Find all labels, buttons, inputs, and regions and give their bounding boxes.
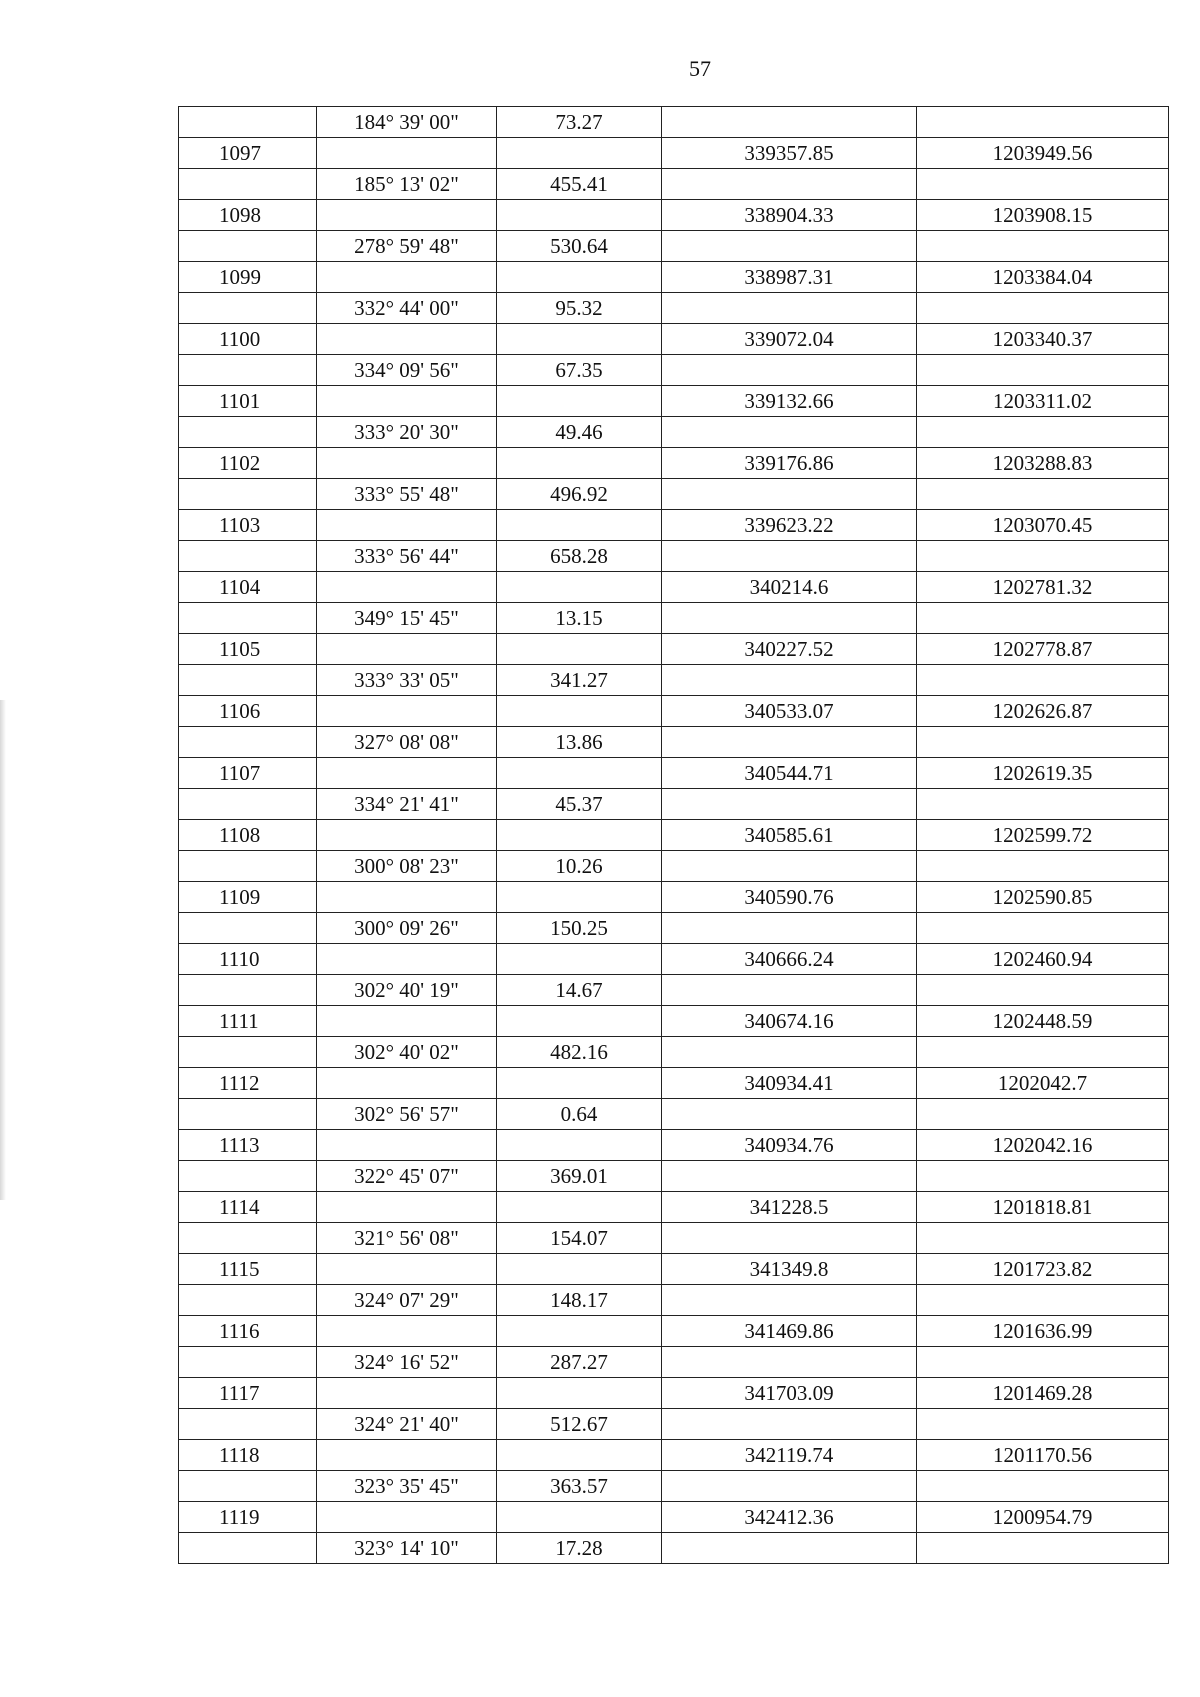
point-id-cell: [179, 851, 317, 882]
bearing-cell: [317, 200, 497, 231]
point-id-cell: 1106: [179, 696, 317, 727]
bearing-cell: 278° 59' 48": [317, 231, 497, 262]
table-row: [179, 1347, 1169, 1378]
distance-cell: [497, 1192, 662, 1223]
northing-cell: 1200954.79: [917, 1502, 1169, 1533]
bearing-cell: [317, 1502, 497, 1533]
distance-cell: 73.27: [497, 107, 662, 138]
distance-cell: 14.67: [497, 975, 662, 1006]
northing-cell: 1203949.56: [917, 138, 1169, 169]
distance-cell: 49.46: [497, 417, 662, 448]
easting-cell: 340544.71: [662, 758, 917, 789]
table-row: [179, 1006, 1169, 1037]
point-id-cell: 1109: [179, 882, 317, 913]
point-id-cell: [179, 727, 317, 758]
northing-cell: [917, 231, 1169, 262]
bearing-cell: 333° 55' 48": [317, 479, 497, 510]
table-row: [179, 758, 1169, 789]
distance-cell: [497, 758, 662, 789]
distance-cell: 95.32: [497, 293, 662, 324]
table-row: [179, 975, 1169, 1006]
northing-cell: [917, 1409, 1169, 1440]
table-row: [179, 169, 1169, 200]
easting-cell: [662, 1533, 917, 1564]
distance-cell: 148.17: [497, 1285, 662, 1316]
table-row: [179, 1130, 1169, 1161]
easting-cell: 340585.61: [662, 820, 917, 851]
northing-cell: [917, 1471, 1169, 1502]
easting-cell: 339357.85: [662, 138, 917, 169]
bearing-cell: [317, 820, 497, 851]
table-row: [179, 1316, 1169, 1347]
bearing-cell: [317, 944, 497, 975]
easting-cell: [662, 1099, 917, 1130]
distance-cell: [497, 1130, 662, 1161]
distance-cell: 287.27: [497, 1347, 662, 1378]
bearing-cell: 321° 56' 08": [317, 1223, 497, 1254]
point-id-cell: 1097: [179, 138, 317, 169]
bearing-cell: 323° 14' 10": [317, 1533, 497, 1564]
bearing-cell: [317, 696, 497, 727]
distance-cell: [497, 1254, 662, 1285]
table-row: [179, 1223, 1169, 1254]
easting-cell: 339132.66: [662, 386, 917, 417]
easting-cell: [662, 603, 917, 634]
point-id-cell: 1115: [179, 1254, 317, 1285]
bearing-cell: [317, 262, 497, 293]
bearing-cell: 333° 56' 44": [317, 541, 497, 572]
table-row: [179, 231, 1169, 262]
easting-cell: 341349.8: [662, 1254, 917, 1285]
northing-cell: 1202448.59: [917, 1006, 1169, 1037]
easting-cell: 340674.16: [662, 1006, 917, 1037]
point-id-cell: [179, 169, 317, 200]
distance-cell: 530.64: [497, 231, 662, 262]
bearing-cell: 302° 56' 57": [317, 1099, 497, 1130]
point-id-cell: 1111: [179, 1006, 317, 1037]
table-row: [179, 262, 1169, 293]
bearing-cell: 334° 09' 56": [317, 355, 497, 386]
bearing-cell: [317, 1068, 497, 1099]
table-row: [179, 1285, 1169, 1316]
point-id-cell: [179, 541, 317, 572]
easting-cell: [662, 1285, 917, 1316]
northing-cell: [917, 1161, 1169, 1192]
easting-cell: [662, 913, 917, 944]
point-id-cell: 1119: [179, 1502, 317, 1533]
easting-cell: 338904.33: [662, 200, 917, 231]
distance-cell: 658.28: [497, 541, 662, 572]
easting-cell: [662, 1223, 917, 1254]
northing-cell: 1201636.99: [917, 1316, 1169, 1347]
point-id-cell: 1112: [179, 1068, 317, 1099]
table-row: [179, 1037, 1169, 1068]
distance-cell: [497, 820, 662, 851]
northing-cell: [917, 975, 1169, 1006]
table-row: [179, 696, 1169, 727]
northing-cell: 1203288.83: [917, 448, 1169, 479]
bearing-cell: 300° 09' 26": [317, 913, 497, 944]
easting-cell: 340590.76: [662, 882, 917, 913]
easting-cell: 340214.6: [662, 572, 917, 603]
northing-cell: [917, 851, 1169, 882]
coordinate-table: [178, 106, 1169, 1564]
table-row: [179, 200, 1169, 231]
bearing-cell: [317, 1130, 497, 1161]
distance-cell: 341.27: [497, 665, 662, 696]
easting-cell: 342119.74: [662, 1440, 917, 1471]
northing-cell: [917, 355, 1169, 386]
table-row: [179, 293, 1169, 324]
distance-cell: 363.57: [497, 1471, 662, 1502]
table-row: [179, 417, 1169, 448]
bearing-cell: [317, 1254, 497, 1285]
point-id-cell: [179, 1409, 317, 1440]
easting-cell: 341703.09: [662, 1378, 917, 1409]
bearing-cell: [317, 634, 497, 665]
bearing-cell: 334° 21' 41": [317, 789, 497, 820]
point-id-cell: [179, 355, 317, 386]
northing-cell: [917, 541, 1169, 572]
point-id-cell: 1098: [179, 200, 317, 231]
northing-cell: 1202042.16: [917, 1130, 1169, 1161]
bearing-cell: 332° 44' 00": [317, 293, 497, 324]
easting-cell: [662, 107, 917, 138]
table-row: [179, 789, 1169, 820]
point-id-cell: [179, 1037, 317, 1068]
northing-cell: [917, 1285, 1169, 1316]
table-row: [179, 1533, 1169, 1564]
easting-cell: 340934.76: [662, 1130, 917, 1161]
table-row: [179, 324, 1169, 355]
table-row: [179, 851, 1169, 882]
distance-cell: [497, 510, 662, 541]
easting-cell: [662, 851, 917, 882]
northing-cell: 1201469.28: [917, 1378, 1169, 1409]
point-id-cell: [179, 1347, 317, 1378]
northing-cell: 1203384.04: [917, 262, 1169, 293]
point-id-cell: [179, 1533, 317, 1564]
bearing-cell: [317, 1192, 497, 1223]
bearing-cell: [317, 758, 497, 789]
point-id-cell: [179, 1223, 317, 1254]
bearing-cell: 333° 33' 05": [317, 665, 497, 696]
point-id-cell: 1107: [179, 758, 317, 789]
northing-cell: 1201723.82: [917, 1254, 1169, 1285]
bearing-cell: [317, 572, 497, 603]
point-id-cell: 1103: [179, 510, 317, 541]
distance-cell: 13.86: [497, 727, 662, 758]
point-id-cell: [179, 417, 317, 448]
distance-cell: 45.37: [497, 789, 662, 820]
northing-cell: [917, 727, 1169, 758]
table-row: [179, 510, 1169, 541]
point-id-cell: [179, 1099, 317, 1130]
table-row: [179, 634, 1169, 665]
table-row: [179, 1378, 1169, 1409]
northing-cell: [917, 417, 1169, 448]
northing-cell: 1202778.87: [917, 634, 1169, 665]
easting-cell: [662, 789, 917, 820]
bearing-cell: [317, 882, 497, 913]
northing-cell: 1203311.02: [917, 386, 1169, 417]
distance-cell: [497, 386, 662, 417]
point-id-cell: 1117: [179, 1378, 317, 1409]
point-id-cell: [179, 975, 317, 1006]
distance-cell: 13.15: [497, 603, 662, 634]
point-id-cell: [179, 789, 317, 820]
point-id-cell: [179, 913, 317, 944]
distance-cell: [497, 324, 662, 355]
point-id-cell: 1114: [179, 1192, 317, 1223]
northing-cell: [917, 1533, 1169, 1564]
point-id-cell: 1110: [179, 944, 317, 975]
distance-cell: [497, 200, 662, 231]
northing-cell: 1202460.94: [917, 944, 1169, 975]
distance-cell: 482.16: [497, 1037, 662, 1068]
bearing-cell: 327° 08' 08": [317, 727, 497, 758]
distance-cell: [497, 1006, 662, 1037]
table-row: [179, 1068, 1169, 1099]
bearing-cell: 302° 40' 19": [317, 975, 497, 1006]
easting-cell: 342412.36: [662, 1502, 917, 1533]
table-row: [179, 603, 1169, 634]
easting-cell: [662, 541, 917, 572]
table-body: [179, 107, 1169, 1564]
table-row: [179, 355, 1169, 386]
northing-cell: 1201818.81: [917, 1192, 1169, 1223]
table-row: [179, 479, 1169, 510]
distance-cell: [497, 696, 662, 727]
northing-cell: 1203070.45: [917, 510, 1169, 541]
easting-cell: 339623.22: [662, 510, 917, 541]
distance-cell: [497, 448, 662, 479]
easting-cell: [662, 293, 917, 324]
table-row: [179, 913, 1169, 944]
northing-cell: [917, 1099, 1169, 1130]
bearing-cell: 323° 35' 45": [317, 1471, 497, 1502]
point-id-cell: [179, 1285, 317, 1316]
table-row: [179, 541, 1169, 572]
distance-cell: [497, 944, 662, 975]
point-id-cell: [179, 479, 317, 510]
point-id-cell: [179, 603, 317, 634]
northing-cell: [917, 169, 1169, 200]
distance-cell: 0.64: [497, 1099, 662, 1130]
northing-cell: [917, 789, 1169, 820]
northing-cell: 1202599.72: [917, 820, 1169, 851]
distance-cell: [497, 1378, 662, 1409]
point-id-cell: [179, 231, 317, 262]
northing-cell: 1202619.35: [917, 758, 1169, 789]
point-id-cell: 1104: [179, 572, 317, 603]
distance-cell: [497, 138, 662, 169]
point-id-cell: 1099: [179, 262, 317, 293]
easting-cell: [662, 479, 917, 510]
easting-cell: [662, 975, 917, 1006]
bearing-cell: [317, 1378, 497, 1409]
distance-cell: [497, 1316, 662, 1347]
bearing-cell: [317, 1006, 497, 1037]
northing-cell: [917, 1347, 1169, 1378]
distance-cell: 10.26: [497, 851, 662, 882]
table-row: [179, 727, 1169, 758]
scan-shadow: [0, 700, 6, 1200]
point-id-cell: 1108: [179, 820, 317, 851]
bearing-cell: 185° 13' 02": [317, 169, 497, 200]
table-row: [179, 1099, 1169, 1130]
distance-cell: 17.28: [497, 1533, 662, 1564]
easting-cell: 339072.04: [662, 324, 917, 355]
northing-cell: 1202590.85: [917, 882, 1169, 913]
table-row: [179, 1471, 1169, 1502]
distance-cell: 369.01: [497, 1161, 662, 1192]
bearing-cell: [317, 448, 497, 479]
bearing-cell: 324° 16' 52": [317, 1347, 497, 1378]
northing-cell: 1202042.7: [917, 1068, 1169, 1099]
table-row: [179, 107, 1169, 138]
easting-cell: [662, 1037, 917, 1068]
easting-cell: 340666.24: [662, 944, 917, 975]
table-row: [179, 386, 1169, 417]
page-number: 57: [689, 56, 711, 81]
northing-cell: 1201170.56: [917, 1440, 1169, 1471]
bearing-cell: [317, 510, 497, 541]
bearing-cell: 322° 45' 07": [317, 1161, 497, 1192]
table-row: [179, 448, 1169, 479]
easting-cell: 341228.5: [662, 1192, 917, 1223]
easting-cell: [662, 355, 917, 386]
bearing-cell: 184° 39' 00": [317, 107, 497, 138]
distance-cell: [497, 882, 662, 913]
distance-cell: 512.67: [497, 1409, 662, 1440]
northing-cell: 1202781.32: [917, 572, 1169, 603]
point-id-cell: [179, 293, 317, 324]
point-id-cell: 1113: [179, 1130, 317, 1161]
table-row: [179, 1254, 1169, 1285]
point-id-cell: 1118: [179, 1440, 317, 1471]
easting-cell: [662, 727, 917, 758]
distance-cell: 496.92: [497, 479, 662, 510]
distance-cell: [497, 1068, 662, 1099]
point-id-cell: 1100: [179, 324, 317, 355]
distance-cell: [497, 634, 662, 665]
northing-cell: 1203908.15: [917, 200, 1169, 231]
distance-cell: [497, 1502, 662, 1533]
table-row: [179, 820, 1169, 851]
easting-cell: [662, 1347, 917, 1378]
bearing-cell: 302° 40' 02": [317, 1037, 497, 1068]
distance-cell: [497, 1440, 662, 1471]
table-row: [179, 1440, 1169, 1471]
easting-cell: 340934.41: [662, 1068, 917, 1099]
table-row: [179, 665, 1169, 696]
easting-cell: 339176.86: [662, 448, 917, 479]
northing-cell: [917, 603, 1169, 634]
northing-cell: [917, 665, 1169, 696]
easting-cell: [662, 1409, 917, 1440]
easting-cell: [662, 231, 917, 262]
easting-cell: [662, 417, 917, 448]
point-id-cell: [179, 1161, 317, 1192]
distance-cell: [497, 572, 662, 603]
northing-cell: [917, 913, 1169, 944]
distance-cell: [497, 262, 662, 293]
table-row: [179, 944, 1169, 975]
point-id-cell: 1105: [179, 634, 317, 665]
easting-cell: 341469.86: [662, 1316, 917, 1347]
easting-cell: 340533.07: [662, 696, 917, 727]
easting-cell: [662, 665, 917, 696]
point-id-cell: 1116: [179, 1316, 317, 1347]
distance-cell: 150.25: [497, 913, 662, 944]
easting-cell: [662, 1471, 917, 1502]
northing-cell: [917, 293, 1169, 324]
point-id-cell: [179, 1471, 317, 1502]
northing-cell: [917, 479, 1169, 510]
table-row: [179, 138, 1169, 169]
table-row: [179, 572, 1169, 603]
easting-cell: [662, 1161, 917, 1192]
point-cell: [179, 107, 317, 138]
distance-cell: 455.41: [497, 169, 662, 200]
bearing-cell: 333° 20' 30": [317, 417, 497, 448]
bearing-cell: [317, 1316, 497, 1347]
northing-cell: 1202626.87: [917, 696, 1169, 727]
distance-cell: 67.35: [497, 355, 662, 386]
easting-cell: 340227.52: [662, 634, 917, 665]
northing-cell: [917, 1223, 1169, 1254]
bearing-cell: 349° 15' 45": [317, 603, 497, 634]
bearing-cell: [317, 386, 497, 417]
distance-cell: 154.07: [497, 1223, 662, 1254]
bearing-cell: [317, 324, 497, 355]
bearing-cell: [317, 1440, 497, 1471]
bearing-cell: 300° 08' 23": [317, 851, 497, 882]
bearing-cell: 324° 21' 40": [317, 1409, 497, 1440]
point-id-cell: [179, 665, 317, 696]
bearing-cell: 324° 07' 29": [317, 1285, 497, 1316]
northing-cell: 1203340.37: [917, 324, 1169, 355]
table-row: [179, 1502, 1169, 1533]
easting-cell: 338987.31: [662, 262, 917, 293]
easting-cell: [662, 169, 917, 200]
point-id-cell: 1102: [179, 448, 317, 479]
northing-cell: [917, 1037, 1169, 1068]
table-row: [179, 1161, 1169, 1192]
northing-cell: [917, 107, 1169, 138]
point-id-cell: 1101: [179, 386, 317, 417]
table-row: [179, 1409, 1169, 1440]
table-row: [179, 1192, 1169, 1223]
bearing-cell: [317, 138, 497, 169]
table-row: [179, 882, 1169, 913]
